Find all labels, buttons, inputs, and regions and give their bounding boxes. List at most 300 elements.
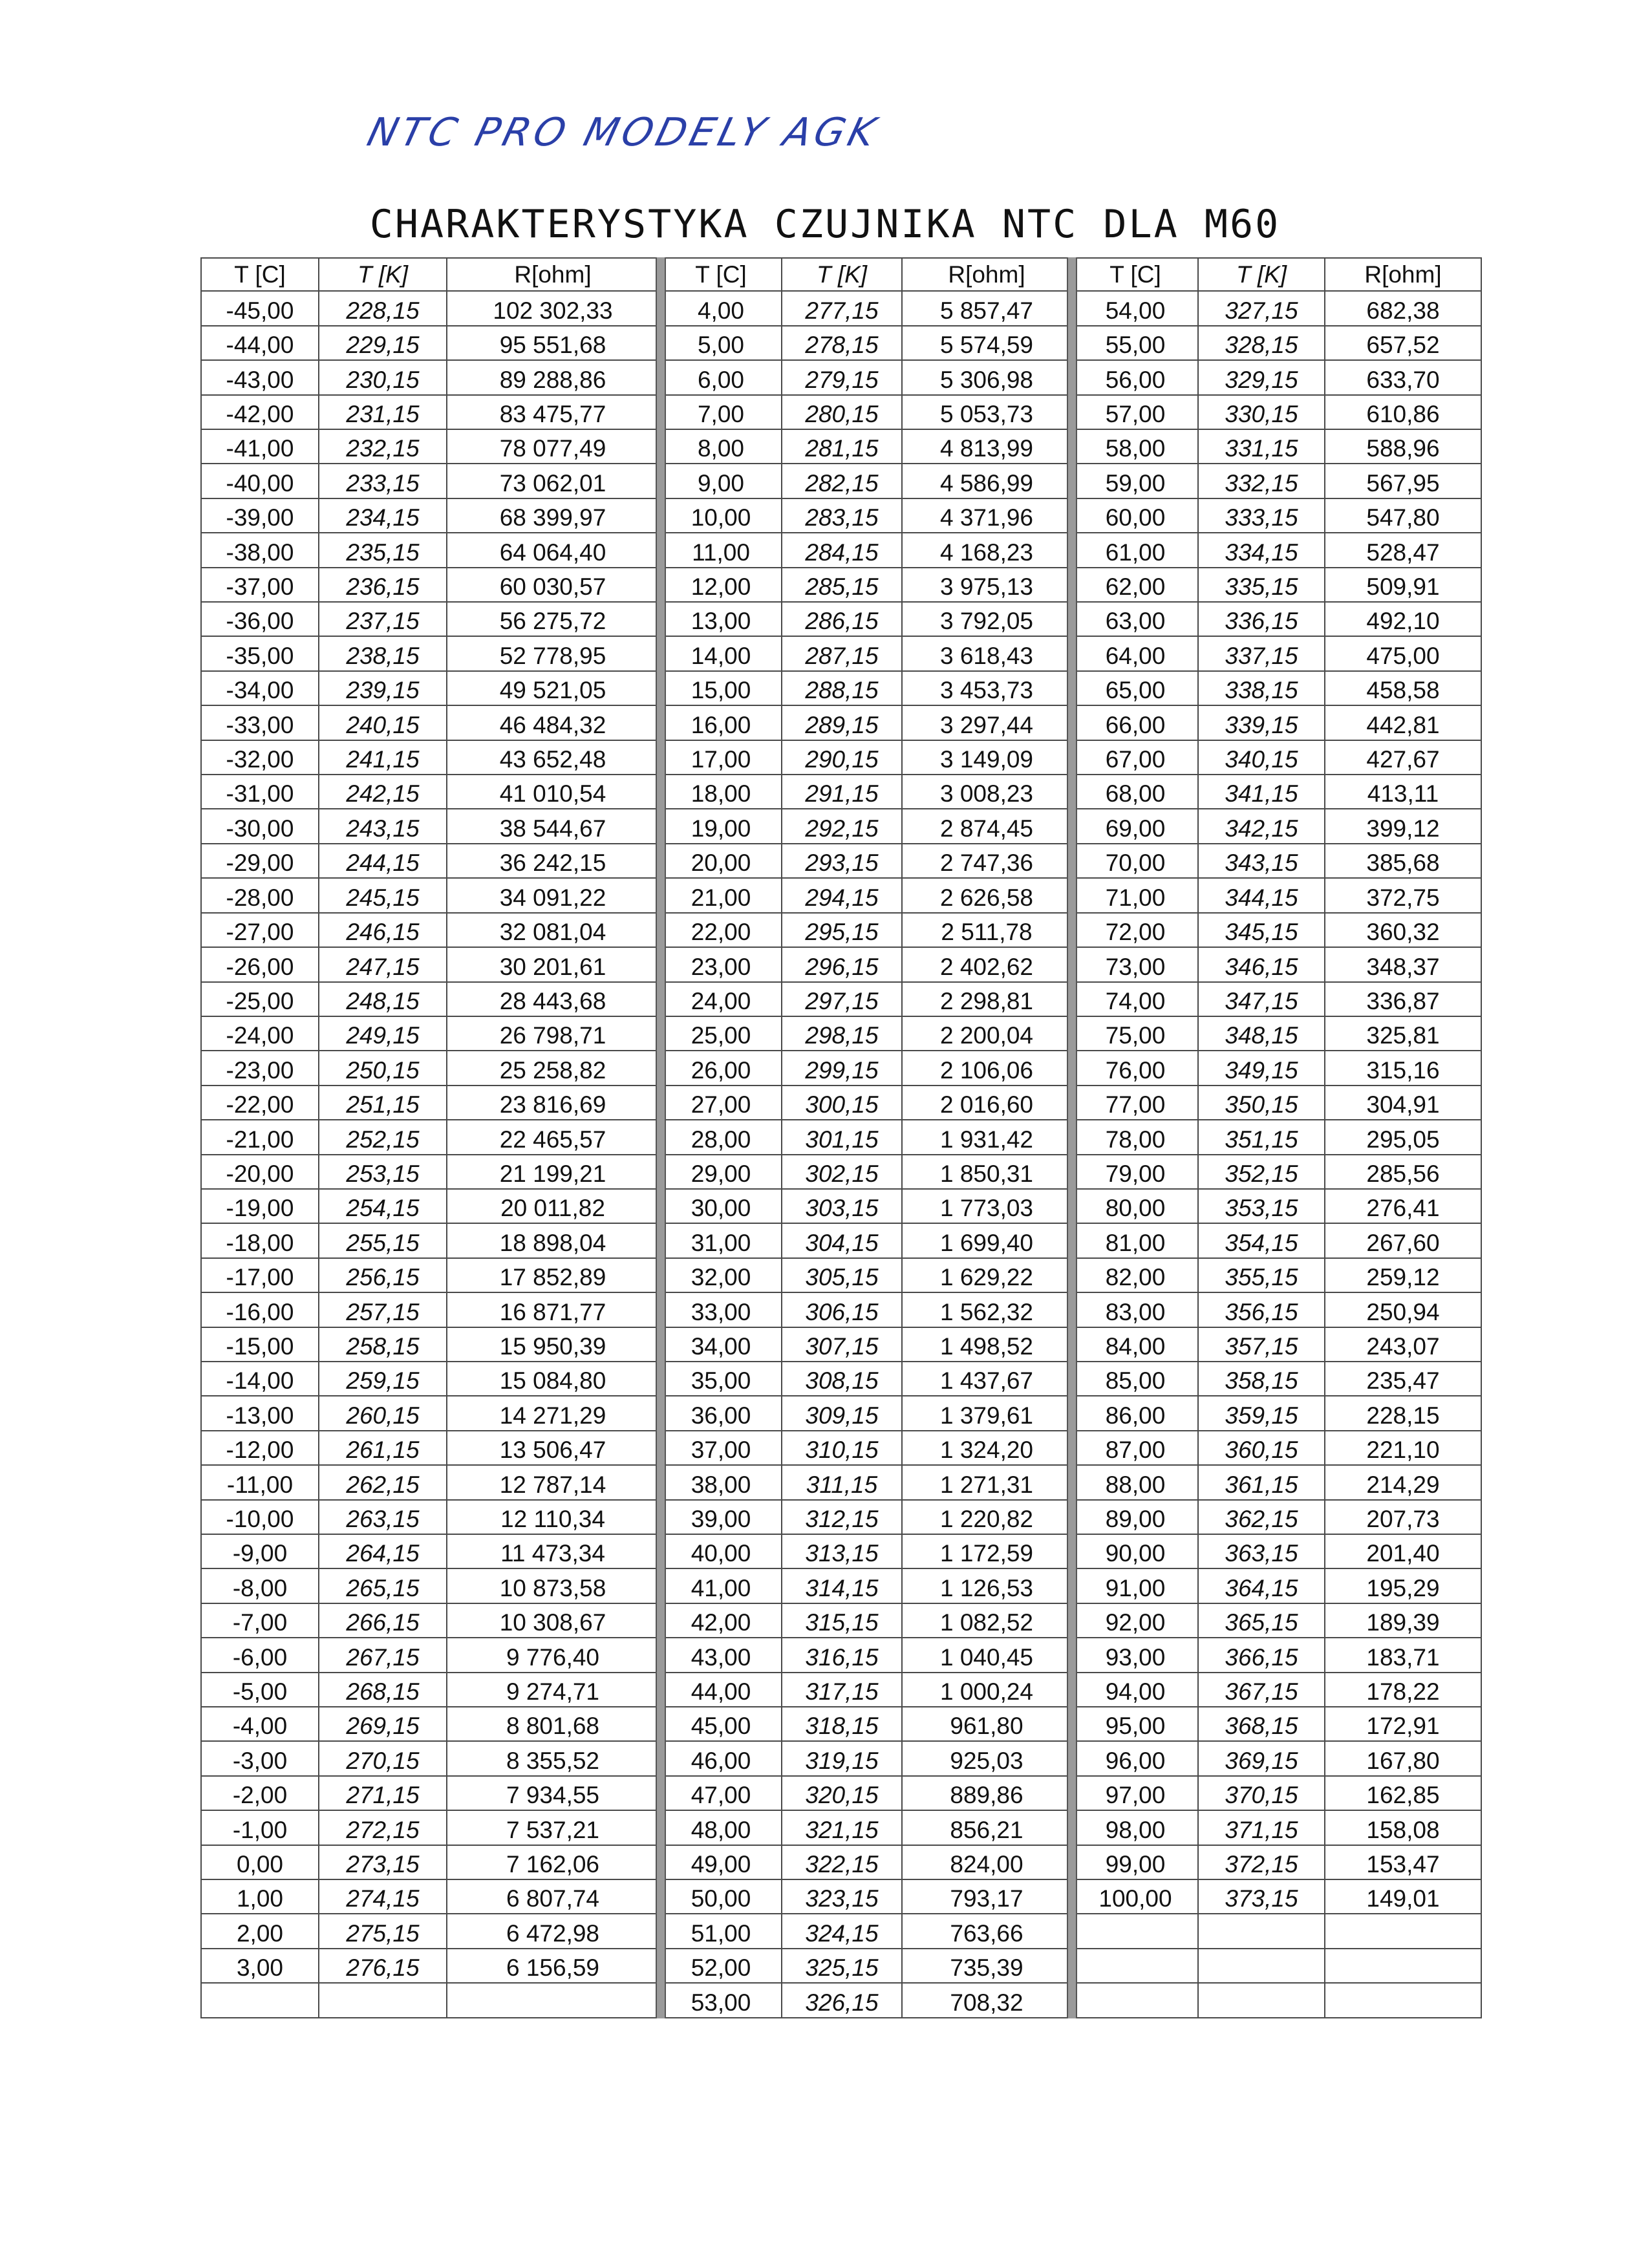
cell-resistance: 567,95 xyxy=(1325,464,1481,498)
cell-t-celsius: 8,00 xyxy=(660,429,782,464)
cell-resistance: 610,86 xyxy=(1325,395,1481,429)
table-row xyxy=(1073,1500,1481,1534)
cell-t-kelvin: 233,15 xyxy=(319,464,447,498)
cell-resistance: 158,08 xyxy=(1325,1810,1481,1845)
table-row xyxy=(1073,1534,1481,1568)
cell-t-celsius: 12,00 xyxy=(660,568,782,602)
cell-t-celsius: -2,00 xyxy=(201,1776,319,1810)
table-row xyxy=(660,1155,1071,1189)
cell-t-kelvin: 314,15 xyxy=(782,1568,902,1603)
cell-t-kelvin: 256,15 xyxy=(319,1258,447,1292)
cell-t-kelvin: 369,15 xyxy=(1198,1741,1325,1775)
table-row xyxy=(1073,568,1481,602)
cell-t-kelvin: 301,15 xyxy=(782,1120,902,1154)
cell-resistance: 4 371,96 xyxy=(902,498,1071,533)
table-row xyxy=(201,1500,659,1534)
cell-t-celsius: 90,00 xyxy=(1073,1534,1198,1568)
cell-t-kelvin: 239,15 xyxy=(319,671,447,705)
table-row xyxy=(201,1603,659,1638)
cell-resistance: 547,80 xyxy=(1325,498,1481,533)
table-row xyxy=(1073,671,1481,705)
cell-t-kelvin: 326,15 xyxy=(782,1983,902,2018)
table-row xyxy=(1073,498,1481,533)
cell-t-celsius: 86,00 xyxy=(1073,1396,1198,1430)
table-row xyxy=(660,1741,1071,1775)
cell-t-kelvin: 350,15 xyxy=(1198,1086,1325,1120)
table-row xyxy=(660,1465,1071,1499)
table-row xyxy=(660,809,1071,843)
cell-t-kelvin: 293,15 xyxy=(782,844,902,878)
cell-t-kelvin: 358,15 xyxy=(1198,1362,1325,1396)
table-row xyxy=(201,1051,659,1085)
cell-t-celsius: 47,00 xyxy=(660,1776,782,1810)
cell-t-kelvin: 231,15 xyxy=(319,395,447,429)
cell-resistance: 657,52 xyxy=(1325,326,1481,360)
table-row xyxy=(201,1983,659,2018)
cell-resistance: 250,94 xyxy=(1325,1292,1481,1327)
cell-resistance: 17 852,89 xyxy=(447,1258,659,1292)
table-row xyxy=(201,568,659,602)
table-row xyxy=(201,360,659,394)
cell-t-kelvin: 269,15 xyxy=(319,1707,447,1741)
table-row xyxy=(1073,602,1481,636)
header-t-kelvin: T [K] xyxy=(782,258,902,291)
table-row xyxy=(660,1120,1071,1154)
cell-t-celsius: 39,00 xyxy=(660,1500,782,1534)
cell-resistance: 183,71 xyxy=(1325,1638,1481,1672)
cell-resistance: 6 156,59 xyxy=(447,1949,659,1983)
cell-resistance: 30 201,61 xyxy=(447,947,659,981)
table-row xyxy=(660,1292,1071,1327)
header-resistance: R[ohm] xyxy=(1325,258,1481,291)
table-row xyxy=(660,947,1071,981)
cell-t-kelvin: 229,15 xyxy=(319,326,447,360)
cell-resistance: 360,32 xyxy=(1325,913,1481,947)
table-row xyxy=(660,395,1071,429)
table-row xyxy=(201,1673,659,1707)
cell-t-celsius: -1,00 xyxy=(201,1810,319,1845)
table-row xyxy=(1073,1016,1481,1051)
handwritten-note: NTC PRO MODELY AGK xyxy=(363,110,884,155)
cell-t-kelvin: 294,15 xyxy=(782,878,902,912)
cell-t-celsius: 51,00 xyxy=(660,1914,782,1948)
cell-t-kelvin: 268,15 xyxy=(319,1673,447,1707)
cell-t-kelvin: 359,15 xyxy=(1198,1396,1325,1430)
cell-t-kelvin: 254,15 xyxy=(319,1189,447,1223)
table-header-row xyxy=(1073,258,1481,291)
cell-t-celsius: 34,00 xyxy=(660,1327,782,1362)
table-row xyxy=(201,1016,659,1051)
cell-t-celsius: 81,00 xyxy=(1073,1223,1198,1257)
cell-t-kelvin: 344,15 xyxy=(1198,878,1325,912)
cell-t-celsius: -15,00 xyxy=(201,1327,319,1362)
table-block-1 xyxy=(200,257,659,2018)
cell-t-celsius: 87,00 xyxy=(1073,1431,1198,1465)
cell-t-celsius: -26,00 xyxy=(201,947,319,981)
cell-resistance: 8 801,68 xyxy=(447,1707,659,1741)
cell-t-kelvin: 343,15 xyxy=(1198,844,1325,878)
cell-t-kelvin: 251,15 xyxy=(319,1086,447,1120)
cell-resistance: 41 010,54 xyxy=(447,775,659,809)
cell-resistance: 189,39 xyxy=(1325,1603,1481,1638)
cell-resistance: 824,00 xyxy=(902,1845,1071,1879)
cell-t-celsius: -32,00 xyxy=(201,740,319,775)
table-row xyxy=(660,1258,1071,1292)
cell-t-kelvin: 345,15 xyxy=(1198,913,1325,947)
cell-resistance: 15 950,39 xyxy=(447,1327,659,1362)
cell-t-celsius: 26,00 xyxy=(660,1051,782,1085)
cell-t-kelvin: 248,15 xyxy=(319,982,447,1016)
page-title: CHARAKTERYSTYKA CZUJNIKA NTC DLA M60 xyxy=(369,202,1281,247)
cell-t-celsius: 88,00 xyxy=(1073,1465,1198,1499)
table-row xyxy=(1073,1914,1481,1948)
table-row xyxy=(1073,429,1481,464)
cell-t-kelvin: 348,15 xyxy=(1198,1016,1325,1051)
cell-t-celsius: -27,00 xyxy=(201,913,319,947)
table-row xyxy=(201,1707,659,1741)
cell-t-celsius: -25,00 xyxy=(201,982,319,1016)
table-row xyxy=(1073,533,1481,567)
cell-resistance: 16 871,77 xyxy=(447,1292,659,1327)
table-row xyxy=(201,602,659,636)
cell-t-kelvin: 285,15 xyxy=(782,568,902,602)
table-row xyxy=(1073,1845,1481,1879)
cell-t-celsius: 100,00 xyxy=(1073,1879,1198,1914)
cell-t-celsius: 55,00 xyxy=(1073,326,1198,360)
table-row xyxy=(201,671,659,705)
cell-t-kelvin: 316,15 xyxy=(782,1638,902,1672)
cell-t-celsius: -28,00 xyxy=(201,878,319,912)
table-row xyxy=(660,775,1071,809)
cell-resistance: 1 000,24 xyxy=(902,1673,1071,1707)
cell-t-kelvin: 334,15 xyxy=(1198,533,1325,567)
cell-t-celsius: 15,00 xyxy=(660,671,782,705)
table-header-row xyxy=(201,258,659,291)
cell-t-kelvin: 263,15 xyxy=(319,1500,447,1534)
table-row xyxy=(201,1949,659,1983)
cell-resistance: 3 008,23 xyxy=(902,775,1071,809)
cell-resistance: 228,15 xyxy=(1325,1396,1481,1430)
cell-resistance: 12 787,14 xyxy=(447,1465,659,1499)
table-row xyxy=(1073,1879,1481,1914)
cell-resistance: 221,10 xyxy=(1325,1431,1481,1465)
cell-resistance: 26 798,71 xyxy=(447,1016,659,1051)
cell-t-kelvin: 373,15 xyxy=(1198,1879,1325,1914)
cell-t-celsius xyxy=(201,1983,319,2018)
cell-t-celsius: 78,00 xyxy=(1073,1120,1198,1154)
cell-t-celsius: -24,00 xyxy=(201,1016,319,1051)
cell-t-celsius: -37,00 xyxy=(201,568,319,602)
cell-t-celsius: 28,00 xyxy=(660,1120,782,1154)
cell-t-kelvin: 323,15 xyxy=(782,1879,902,1914)
cell-t-kelvin: 277,15 xyxy=(782,291,902,325)
cell-resistance: 68 399,97 xyxy=(447,498,659,533)
cell-t-kelvin: 339,15 xyxy=(1198,705,1325,740)
cell-t-kelvin: 304,15 xyxy=(782,1223,902,1257)
table-row xyxy=(201,1810,659,1845)
cell-t-kelvin: 249,15 xyxy=(319,1016,447,1051)
table-row xyxy=(660,1396,1071,1430)
cell-resistance: 6 807,74 xyxy=(447,1879,659,1914)
cell-t-celsius: -29,00 xyxy=(201,844,319,878)
cell-t-celsius: 67,00 xyxy=(1073,740,1198,775)
cell-t-celsius: 16,00 xyxy=(660,705,782,740)
cell-resistance: 492,10 xyxy=(1325,602,1481,636)
cell-resistance xyxy=(1325,1983,1481,2018)
cell-resistance: 2 106,06 xyxy=(902,1051,1071,1085)
cell-resistance: 9 776,40 xyxy=(447,1638,659,1672)
cell-t-kelvin: 305,15 xyxy=(782,1258,902,1292)
cell-resistance: 46 484,32 xyxy=(447,705,659,740)
cell-t-celsius: -4,00 xyxy=(201,1707,319,1741)
cell-t-kelvin: 357,15 xyxy=(1198,1327,1325,1362)
cell-t-kelvin: 368,15 xyxy=(1198,1707,1325,1741)
cell-resistance: 32 081,04 xyxy=(447,913,659,947)
cell-t-kelvin: 237,15 xyxy=(319,602,447,636)
cell-t-kelvin: 317,15 xyxy=(782,1673,902,1707)
table-row xyxy=(660,360,1071,394)
cell-resistance: 1 082,52 xyxy=(902,1603,1071,1638)
cell-t-kelvin: 242,15 xyxy=(319,775,447,809)
cell-t-celsius xyxy=(1073,1983,1198,2018)
cell-t-kelvin: 265,15 xyxy=(319,1568,447,1603)
cell-resistance: 295,05 xyxy=(1325,1120,1481,1154)
cell-resistance: 52 778,95 xyxy=(447,636,659,670)
cell-t-celsius: 45,00 xyxy=(660,1707,782,1741)
cell-t-celsius: 73,00 xyxy=(1073,947,1198,981)
cell-t-celsius: 85,00 xyxy=(1073,1362,1198,1396)
cell-t-celsius: -41,00 xyxy=(201,429,319,464)
cell-t-celsius: -22,00 xyxy=(201,1086,319,1120)
table-row xyxy=(201,1879,659,1914)
cell-resistance: 708,32 xyxy=(902,1983,1071,2018)
table-row xyxy=(660,1189,1071,1223)
cell-t-celsius: 52,00 xyxy=(660,1949,782,1983)
cell-resistance: 64 064,40 xyxy=(447,533,659,567)
cell-resistance: 28 443,68 xyxy=(447,982,659,1016)
table-row xyxy=(660,326,1071,360)
cell-t-celsius: 31,00 xyxy=(660,1223,782,1257)
table-row xyxy=(1073,1603,1481,1638)
cell-t-celsius: 35,00 xyxy=(660,1362,782,1396)
cell-resistance: 10 873,58 xyxy=(447,1568,659,1603)
table-row xyxy=(201,498,659,533)
cell-t-kelvin xyxy=(1198,1949,1325,1983)
cell-t-celsius: 99,00 xyxy=(1073,1845,1198,1879)
table-row xyxy=(201,947,659,981)
cell-t-kelvin: 332,15 xyxy=(1198,464,1325,498)
cell-t-kelvin: 279,15 xyxy=(782,360,902,394)
table-row xyxy=(201,1914,659,1948)
column-separator xyxy=(656,257,666,2018)
cell-t-celsius: 76,00 xyxy=(1073,1051,1198,1085)
cell-t-kelvin: 292,15 xyxy=(782,809,902,843)
cell-resistance: 3 297,44 xyxy=(902,705,1071,740)
cell-t-celsius: -40,00 xyxy=(201,464,319,498)
cell-resistance: 13 506,47 xyxy=(447,1431,659,1465)
table-row xyxy=(201,464,659,498)
table-row xyxy=(201,1327,659,1362)
cell-t-kelvin: 318,15 xyxy=(782,1707,902,1741)
cell-t-kelvin: 282,15 xyxy=(782,464,902,498)
cell-t-kelvin: 308,15 xyxy=(782,1362,902,1396)
cell-t-celsius: 68,00 xyxy=(1073,775,1198,809)
cell-resistance: 4 813,99 xyxy=(902,429,1071,464)
cell-t-kelvin: 258,15 xyxy=(319,1327,447,1362)
cell-t-celsius: 92,00 xyxy=(1073,1603,1198,1638)
cell-t-celsius: -13,00 xyxy=(201,1396,319,1430)
table-row xyxy=(660,844,1071,878)
table-row xyxy=(201,705,659,740)
cell-resistance: 167,80 xyxy=(1325,1741,1481,1775)
cell-t-celsius: 19,00 xyxy=(660,809,782,843)
cell-t-kelvin: 335,15 xyxy=(1198,568,1325,602)
cell-t-celsius: -39,00 xyxy=(201,498,319,533)
table-row xyxy=(1073,809,1481,843)
cell-t-kelvin: 271,15 xyxy=(319,1776,447,1810)
table-row xyxy=(660,1707,1071,1741)
cell-t-celsius: 95,00 xyxy=(1073,1707,1198,1741)
cell-t-celsius: -43,00 xyxy=(201,360,319,394)
table-row xyxy=(660,498,1071,533)
table-row xyxy=(660,1534,1071,1568)
table-block-2 xyxy=(659,257,1072,2018)
table-row xyxy=(1073,326,1481,360)
cell-t-kelvin: 354,15 xyxy=(1198,1223,1325,1257)
cell-t-kelvin: 349,15 xyxy=(1198,1051,1325,1085)
cell-t-kelvin: 273,15 xyxy=(319,1845,447,1879)
cell-resistance: 3 453,73 xyxy=(902,671,1071,705)
cell-resistance: 23 816,69 xyxy=(447,1086,659,1120)
cell-resistance: 83 475,77 xyxy=(447,395,659,429)
cell-resistance: 1 498,52 xyxy=(902,1327,1071,1362)
cell-t-kelvin: 296,15 xyxy=(782,947,902,981)
cell-t-celsius: 53,00 xyxy=(660,1983,782,2018)
cell-resistance: 195,29 xyxy=(1325,1568,1481,1603)
cell-resistance: 5 053,73 xyxy=(902,395,1071,429)
table-row xyxy=(201,1638,659,1672)
cell-resistance: 235,47 xyxy=(1325,1362,1481,1396)
cell-t-celsius: -21,00 xyxy=(201,1120,319,1154)
cell-t-kelvin: 261,15 xyxy=(319,1431,447,1465)
cell-t-celsius: 49,00 xyxy=(660,1845,782,1879)
header-t-celsius: T [C] xyxy=(201,258,319,291)
table-row xyxy=(660,1086,1071,1120)
table-row xyxy=(1073,1983,1481,2018)
cell-t-kelvin: 361,15 xyxy=(1198,1465,1325,1499)
cell-resistance: 1 562,32 xyxy=(902,1292,1071,1327)
cell-t-kelvin: 232,15 xyxy=(319,429,447,464)
cell-t-kelvin: 370,15 xyxy=(1198,1776,1325,1810)
cell-t-kelvin: 319,15 xyxy=(782,1741,902,1775)
cell-t-kelvin: 278,15 xyxy=(782,326,902,360)
table-row xyxy=(1073,1362,1481,1396)
cell-resistance: 5 306,98 xyxy=(902,360,1071,394)
table-row xyxy=(201,775,659,809)
table-row xyxy=(201,1845,659,1879)
cell-resistance: 2 298,81 xyxy=(902,982,1071,1016)
cell-t-celsius: -5,00 xyxy=(201,1673,319,1707)
cell-t-celsius: -8,00 xyxy=(201,1568,319,1603)
cell-t-kelvin: 240,15 xyxy=(319,705,447,740)
cell-t-kelvin: 275,15 xyxy=(319,1914,447,1948)
cell-resistance: 1 220,82 xyxy=(902,1500,1071,1534)
table-block-3 xyxy=(1072,257,1482,2018)
table-row xyxy=(1073,740,1481,775)
cell-t-kelvin: 303,15 xyxy=(782,1189,902,1223)
cell-t-kelvin: 331,15 xyxy=(1198,429,1325,464)
table-row xyxy=(660,1603,1071,1638)
cell-t-celsius: 80,00 xyxy=(1073,1189,1198,1223)
cell-resistance: 413,11 xyxy=(1325,775,1481,809)
cell-resistance: 2 200,04 xyxy=(902,1016,1071,1051)
cell-t-kelvin: 356,15 xyxy=(1198,1292,1325,1327)
cell-resistance: 1 040,45 xyxy=(902,1638,1071,1672)
cell-t-celsius: 62,00 xyxy=(1073,568,1198,602)
cell-t-kelvin: 300,15 xyxy=(782,1086,902,1120)
cell-t-kelvin: 355,15 xyxy=(1198,1258,1325,1292)
cell-resistance: 336,87 xyxy=(1325,982,1481,1016)
cell-t-kelvin: 247,15 xyxy=(319,947,447,981)
cell-t-celsius: -11,00 xyxy=(201,1465,319,1499)
cell-resistance: 889,86 xyxy=(902,1776,1071,1810)
cell-t-celsius: -31,00 xyxy=(201,775,319,809)
table-row xyxy=(1073,1223,1481,1257)
table-row xyxy=(201,1120,659,1154)
cell-resistance: 1 324,20 xyxy=(902,1431,1071,1465)
cell-resistance: 385,68 xyxy=(1325,844,1481,878)
cell-t-celsius: 14,00 xyxy=(660,636,782,670)
table-row xyxy=(201,1431,659,1465)
cell-resistance: 102 302,33 xyxy=(447,291,659,325)
table-row xyxy=(660,1949,1071,1983)
table-row xyxy=(660,464,1071,498)
cell-t-kelvin: 266,15 xyxy=(319,1603,447,1638)
table-row xyxy=(660,1914,1071,1948)
table-row xyxy=(1073,395,1481,429)
table-row xyxy=(1073,291,1481,325)
cell-resistance: 2 016,60 xyxy=(902,1086,1071,1120)
cell-t-kelvin: 340,15 xyxy=(1198,740,1325,775)
table-row xyxy=(660,1638,1071,1672)
cell-t-kelvin: 243,15 xyxy=(319,809,447,843)
cell-t-celsius: 89,00 xyxy=(1073,1500,1198,1534)
table-row xyxy=(660,913,1071,947)
cell-t-celsius: 43,00 xyxy=(660,1638,782,1672)
cell-t-kelvin: 302,15 xyxy=(782,1155,902,1189)
cell-t-kelvin: 252,15 xyxy=(319,1120,447,1154)
cell-t-kelvin: 295,15 xyxy=(782,913,902,947)
table-row xyxy=(1073,360,1481,394)
cell-resistance: 427,67 xyxy=(1325,740,1481,775)
cell-t-celsius: 63,00 xyxy=(1073,602,1198,636)
cell-resistance: 201,40 xyxy=(1325,1534,1481,1568)
cell-t-celsius: 0,00 xyxy=(201,1845,319,1879)
table-row xyxy=(660,429,1071,464)
cell-resistance: 1 126,53 xyxy=(902,1568,1071,1603)
table-row xyxy=(1073,1327,1481,1362)
cell-t-kelvin: 366,15 xyxy=(1198,1638,1325,1672)
table-row xyxy=(1073,1292,1481,1327)
table-row xyxy=(660,1983,1071,2018)
cell-t-kelvin: 262,15 xyxy=(319,1465,447,1499)
cell-t-kelvin: 284,15 xyxy=(782,533,902,567)
cell-t-celsius: 21,00 xyxy=(660,878,782,912)
cell-t-kelvin: 337,15 xyxy=(1198,636,1325,670)
table-row xyxy=(660,1016,1071,1051)
cell-t-kelvin: 246,15 xyxy=(319,913,447,947)
cell-t-kelvin: 333,15 xyxy=(1198,498,1325,533)
